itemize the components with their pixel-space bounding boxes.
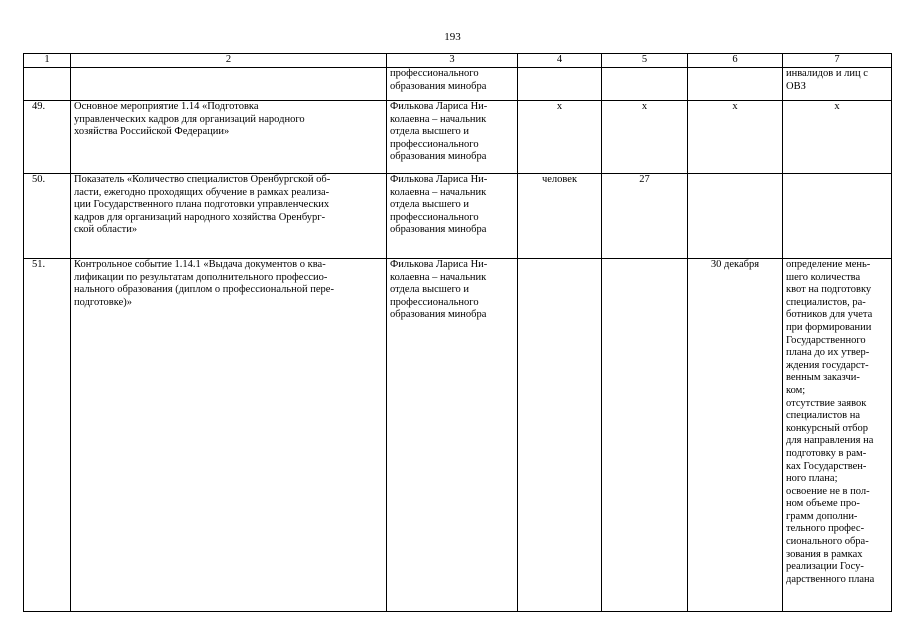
row-unit: человек	[518, 174, 602, 259]
row-description: Показатель «Количество специалистов Оренбургской об- ласти, ежегодно проходящих обучение в рамках реализа- ции Государственного плана подготовки управленческих кадров для организаций народного хозяйства Оренбург- ской области»	[71, 174, 387, 259]
table-row	[24, 259, 892, 612]
row-description	[71, 68, 387, 101]
row-responsible: Филькова Лариса Ни- колаевна – начальник отдела высшего и профессионального образования минобра	[387, 259, 518, 612]
row-unit	[518, 259, 602, 612]
header-col-6: 6	[688, 54, 783, 68]
row-responsible: профессионального образования минобра	[387, 68, 518, 101]
header-col-4: 4	[518, 54, 602, 68]
row-deadline	[688, 68, 783, 101]
row-description: Основное мероприятие 1.14 «Подготовка управленческих кадров для организаций народного хозяйства Российской Федерации»	[71, 101, 387, 174]
row-number: 49.	[24, 101, 71, 174]
row-responsible: Филькова Лариса Ни- колаевна – начальник отдела высшего и профессионального образования минобра	[387, 174, 518, 259]
header-row	[24, 54, 892, 68]
row-unit	[518, 68, 602, 101]
row-deadline: х	[688, 101, 783, 174]
row-risks: инвалидов и лиц с ОВЗ	[783, 68, 892, 101]
table-row	[24, 174, 892, 259]
row-deadline	[688, 174, 783, 259]
row-risks: определение мень- шего количества квот на подготовку специалистов, ра- ботников для учета при формировании Государственного плана до их утвер- ждения государст- венным заказчи- ком; отсутствие заявок специалистов на конкурсный отбор для направления на подготовку в рам- ках Государствен- ного плана; освоение не в пол- ном объеме про- грамм дополни- тельного профес- сионального обра- зования в рамках реализации Госу- дарственного плана	[783, 259, 892, 612]
row-number	[24, 68, 71, 101]
table-row	[24, 101, 892, 174]
row-risks: х	[783, 101, 892, 174]
row-value	[602, 68, 688, 101]
plan-table	[23, 53, 892, 612]
row-number: 51.	[24, 259, 71, 612]
header-col-7: 7	[783, 54, 892, 68]
row-description: Контрольное событие 1.14.1 «Выдача документов о ква- лификации по результатам дополнительного профессио- нального образования (диплом о профессиональной пере- подготовке)»	[71, 259, 387, 612]
row-responsible: Филькова Лариса Ни- колаевна – начальник отдела высшего и профессионального образования минобра	[387, 101, 518, 174]
header-col-3: 3	[387, 54, 518, 68]
row-unit: х	[518, 101, 602, 174]
header-col-1: 1	[24, 54, 71, 68]
row-value: 27	[602, 174, 688, 259]
row-value: х	[602, 101, 688, 174]
row-risks	[783, 174, 892, 259]
header-col-2: 2	[71, 54, 387, 68]
table-row	[24, 68, 892, 101]
row-value	[602, 259, 688, 612]
header-col-5: 5	[602, 54, 688, 68]
row-number: 50.	[24, 174, 71, 259]
page-number: 193	[444, 31, 461, 43]
row-deadline: 30 декабря	[688, 259, 783, 612]
